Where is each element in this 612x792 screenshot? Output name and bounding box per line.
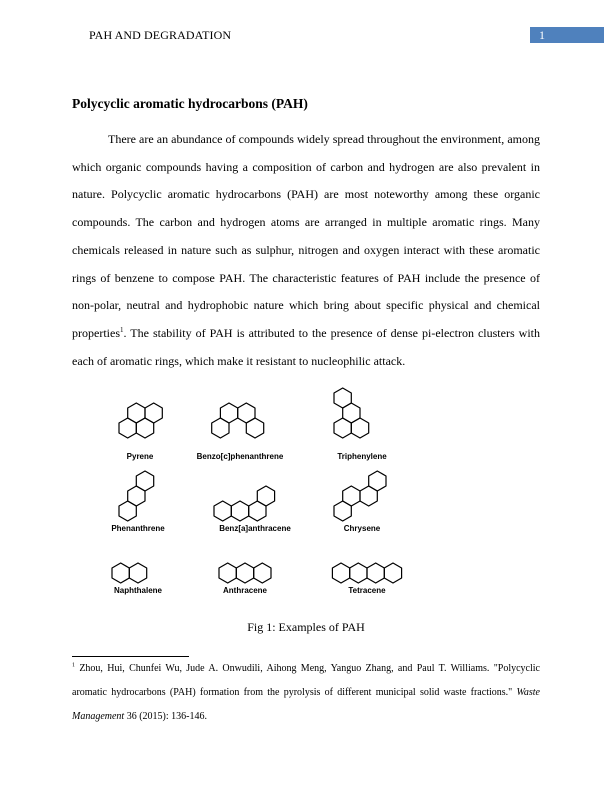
molecule-structure bbox=[212, 403, 264, 438]
figure-caption: Fig 1: Examples of PAH bbox=[247, 620, 365, 634]
benzene-ring bbox=[254, 563, 271, 583]
benzene-ring bbox=[214, 501, 231, 521]
footnote-text: Zhou, Hui, Chunfei Wu, Jude A. Onwudili, Aihong Meng, Yanguo Zhang, and Paul T. Williams. "Polycyclic aromatic hydrocarbons (PAH) formation from the pyrolysis of different municipal solid waste fractions." bbox=[72, 663, 540, 698]
molecule-label: Phenanthrene bbox=[111, 524, 165, 533]
footnote bbox=[72, 657, 540, 729]
molecule-structure bbox=[112, 563, 147, 583]
molecule-structure bbox=[334, 471, 386, 521]
molecule-structure bbox=[332, 563, 401, 583]
paragraph-text-1: There are an abundance of compounds widely spread throughout the environment, among which organic compounds having a composition of carbon and hydrogen are also prevalent in nature. Polycyclic aromatic hydrocarbons (PAH) are most noteworthy among these organic compounds. The carbon and hydrogen atoms are arranged in multiple aromatic rings. Many chemicals released in nature such as sulphur, nitrogen and oxygen interact with these aromatic rings of benzene to compose PAH. The characteristic features of PAH include the presence of non-polar, neutral and hydrophobic nature which bring about specific physical and chemical properties bbox=[72, 132, 540, 340]
benzene-ring bbox=[351, 418, 368, 438]
molecule-label: Triphenylene bbox=[337, 452, 387, 461]
benzene-ring bbox=[129, 563, 146, 583]
molecule-label: Benzo[c]phenanthrene bbox=[196, 452, 284, 461]
benzene-ring bbox=[220, 403, 237, 423]
footnote-journal: Waste Management bbox=[72, 687, 540, 722]
molecule-label: Naphthalene bbox=[113, 586, 163, 595]
molecule-label: Anthracene bbox=[222, 586, 268, 595]
benzene-ring bbox=[332, 563, 349, 583]
benzene-ring bbox=[219, 563, 236, 583]
benzene-ring bbox=[257, 486, 274, 506]
pah-figure bbox=[100, 383, 430, 603]
benzene-ring bbox=[119, 418, 136, 438]
benzene-ring bbox=[350, 563, 367, 583]
body-paragraph bbox=[72, 126, 540, 375]
benzene-ring bbox=[236, 563, 253, 583]
molecule-structure bbox=[334, 388, 369, 438]
molecule-structure bbox=[214, 486, 275, 521]
paragraph-text-2: . The stability of PAH is attributed to the presence of dense pi-electron clusters with each of aromatic rings, which make it resistant to nucleophilic attack. bbox=[72, 325, 540, 368]
benzene-ring bbox=[334, 418, 351, 438]
benzene-ring bbox=[384, 563, 401, 583]
running-head: PAH AND DEGRADATION bbox=[89, 28, 232, 42]
molecule-structure bbox=[119, 403, 162, 438]
benzene-ring bbox=[343, 486, 360, 506]
molecule-label: Chrysene bbox=[343, 524, 381, 533]
section-heading: Polycyclic aromatic hydrocarbons (PAH) bbox=[72, 96, 308, 111]
benzene-ring bbox=[231, 501, 248, 521]
molecule-label: Benz[a]anthracene bbox=[219, 524, 291, 533]
benzene-ring bbox=[367, 563, 384, 583]
molecule-structure bbox=[119, 471, 154, 521]
page-number: 1 bbox=[539, 28, 545, 42]
benzene-ring bbox=[112, 563, 129, 583]
page-number-box bbox=[530, 27, 604, 43]
footnote-marker: 1 bbox=[72, 662, 75, 669]
benzene-ring bbox=[246, 418, 263, 438]
molecule-structure bbox=[219, 563, 271, 583]
footnote-details: 36 (2015): 136-146. bbox=[124, 711, 207, 722]
benzene-ring bbox=[136, 418, 153, 438]
benzene-ring bbox=[136, 471, 153, 491]
benzene-ring bbox=[369, 471, 386, 491]
molecule-label: Tetracene bbox=[348, 586, 386, 595]
molecule-label: Pyrene bbox=[126, 452, 154, 461]
footnote-reference[interactable]: 1 bbox=[119, 325, 124, 334]
